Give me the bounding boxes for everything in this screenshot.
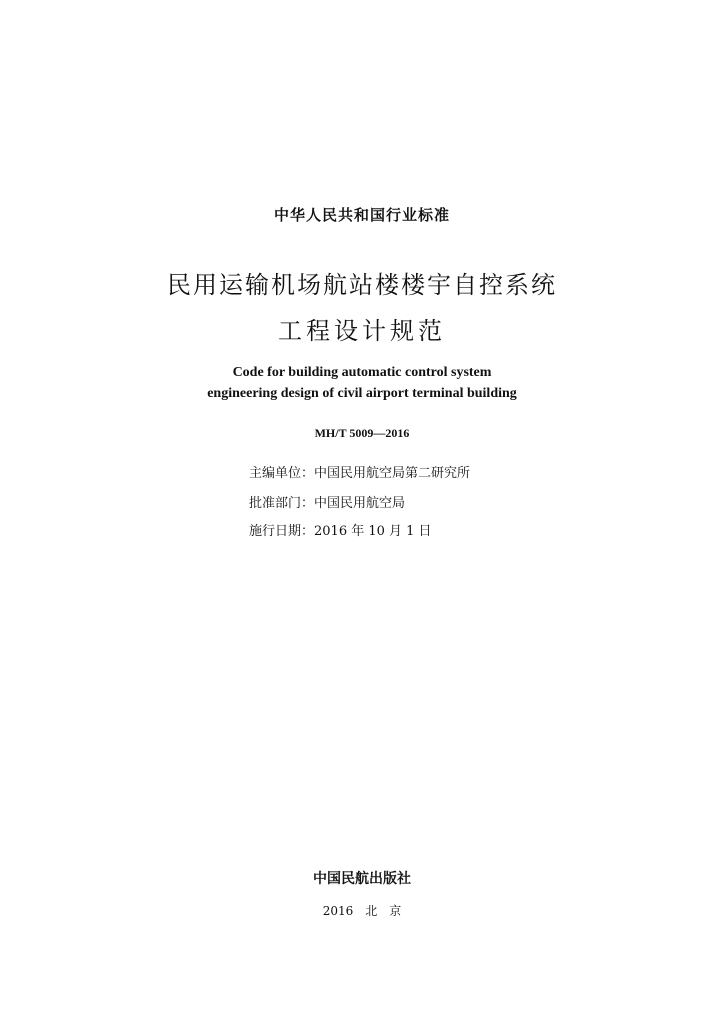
standard-number: MH/T 5009—2016 <box>314 426 410 440</box>
approval-department: 批准部门：中国民用航空局 <box>249 496 406 511</box>
document-title-line-1: 民用运输机场航站楼楼宇自控系统 <box>167 271 557 299</box>
english-title-line-1: Code for building automatic control system <box>232 365 492 380</box>
standard-series-heading: 中华人民共和国行业标准 <box>273 206 450 224</box>
english-title-line-2: engineering design of civil airport terminal building <box>207 386 517 401</box>
document-title-line-2: 工程设计规范 <box>278 317 446 345</box>
publication-place-year: 2016 北 京 <box>322 904 402 918</box>
effective-date: 施行日期：2016 年 10 月 1 日 <box>249 524 432 539</box>
publisher-name: 中国民航出版社 <box>313 871 411 887</box>
chief-editor-unit: 主编单位：中国民用航空局第二研究所 <box>249 466 471 481</box>
